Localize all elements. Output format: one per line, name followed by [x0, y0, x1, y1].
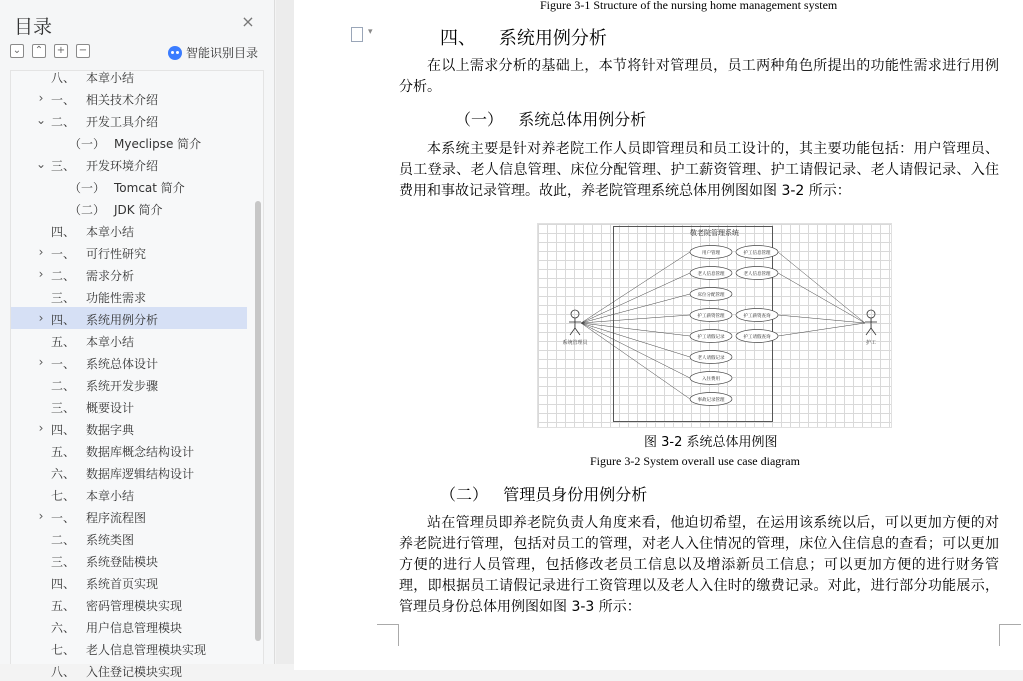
toc-item-label: 数据库逻辑结构设计: [86, 467, 195, 481]
toc-item-number: 六、: [51, 467, 76, 481]
toc-item[interactable]: [11, 373, 247, 395]
association-line: [778, 252, 865, 323]
toc-item-label: 入住登记模块实现: [86, 665, 183, 679]
toc-item-label: 系统开发步骤: [86, 379, 159, 393]
toc-item-number: 七、: [51, 489, 76, 503]
toc-item-number: 六、: [51, 621, 76, 635]
toc-item[interactable]: [11, 197, 247, 219]
paragraph-intro: 在以上需求分析的基础上，本节将针对管理员，员工两种角色所提出的功能性需求进行用例分析。: [399, 58, 999, 95]
association-line: [778, 273, 865, 323]
remove-entry-icon[interactable]: −: [76, 44, 90, 58]
association-line: [581, 323, 690, 357]
association-line: [581, 273, 690, 323]
toc-item-label: 开发环境介绍: [86, 159, 159, 173]
document-page: [294, 0, 1023, 670]
chevron-right-icon[interactable]: ›: [38, 421, 44, 435]
toc-item-number: 二、: [51, 533, 76, 547]
toc-item-label: 老人信息管理模块实现: [86, 643, 207, 657]
use-case-label: 护工薪资管理: [697, 314, 725, 319]
subsection-number: （二）: [440, 485, 489, 504]
association-line: [581, 323, 690, 336]
toc-item[interactable]: [11, 395, 247, 417]
toc-item-label: 系统用例分析: [86, 313, 159, 327]
toc-item-label: 密码管理模块实现: [86, 599, 183, 613]
toc-item-label: Tomcat 简介: [114, 181, 185, 195]
toc-item-label: 系统首页实现: [86, 577, 159, 591]
admin-actor-label: 系统管理员: [562, 340, 588, 346]
toc-item[interactable]: [11, 505, 247, 527]
use-case-label: 老人信息管理: [697, 272, 725, 277]
nurse-actor-head: [867, 310, 875, 318]
toc-item-number: 四、: [51, 225, 76, 239]
toc-item[interactable]: [11, 527, 247, 549]
use-case-label: 老人信息管理: [743, 272, 771, 277]
chevron-right-icon[interactable]: ›: [38, 245, 44, 259]
toc-item[interactable]: [11, 307, 247, 329]
paragraph-admin: 站在管理员即养老院负责人角度来看，他迫切希望，在运用该系统以后，可以更加方便的对养老院进行管理，包括对员工的管理，对老人入住情况的管理，床位入住信息的查看；可以更加方便的进行人员管理，包括修改老员工信息以及增添新员工信息；可以更加方便的进行财务管理，即根据员工请假记录进行工资管理以及老人入住时的缴费记录。对此，进行部分功能展示，管理员身份总体用例图如图 3-3 所示：: [399, 515, 999, 615]
toc-item[interactable]: [11, 593, 247, 615]
toc-item-label: 相关技术介绍: [86, 93, 159, 107]
subsection-number: （一）: [455, 110, 504, 129]
toc-item[interactable]: [11, 351, 247, 373]
chevron-right-icon[interactable]: ›: [38, 91, 44, 105]
toc-item-number: 八、: [51, 665, 76, 679]
toc-item[interactable]: [11, 659, 247, 681]
toc-item-label: 需求分析: [86, 269, 135, 283]
smart-toc-label: 智能识别目录: [186, 46, 259, 60]
toc-item[interactable]: [11, 285, 247, 307]
use-case-label: 事故记录管理: [697, 398, 725, 403]
use-case-label: 护工请假查询: [743, 335, 771, 340]
toc-item[interactable]: [11, 87, 247, 109]
toc-item-number: 七、: [51, 643, 76, 657]
toc-item-label: 本章小结: [86, 71, 135, 85]
toc-item[interactable]: [11, 131, 247, 153]
toc-item[interactable]: [11, 549, 247, 571]
toc-item-number: （一）: [69, 181, 106, 195]
toc-item-label: 数据库概念结构设计: [86, 445, 195, 459]
use-case-svg: [538, 224, 893, 429]
chevron-down-icon[interactable]: ⌄: [35, 157, 47, 171]
add-entry-icon[interactable]: +: [54, 44, 68, 58]
toc-item[interactable]: [11, 417, 247, 439]
toc-item-label: 可行性研究: [86, 247, 147, 261]
toc-item-number: 三、: [51, 555, 76, 569]
chevron-right-icon[interactable]: ›: [38, 311, 44, 325]
toc-item[interactable]: [11, 153, 247, 175]
toc-list: [11, 65, 247, 681]
toc-item-label: 概要设计: [86, 401, 135, 415]
toc-item[interactable]: [11, 329, 247, 351]
section-title: 系统用例分析: [498, 28, 607, 49]
toc-item-number: 四、: [51, 313, 76, 327]
diagram-title: 敬老院管理系统: [690, 229, 739, 237]
toc-item-label: 系统类图: [86, 533, 135, 547]
toc-item-label: 数据字典: [86, 423, 135, 437]
toc-item-label: Myeclipse 简介: [114, 137, 202, 151]
toc-item-number: 二、: [51, 269, 76, 283]
use-case-label: 护工薪资查询: [743, 314, 771, 319]
toc-item-number: 四、: [51, 423, 76, 437]
admin-actor-leg-right: [575, 328, 580, 335]
nurse-actor-leg-right: [871, 328, 876, 335]
nurse-actor-label: 护工: [865, 340, 877, 346]
association-line: [581, 323, 690, 378]
toc-item-number: 二、: [51, 115, 76, 129]
association-line: [778, 315, 865, 323]
figure-caption-cn: 图 3-2 系统总体用例图: [644, 435, 778, 450]
toc-item-number: 五、: [51, 599, 76, 613]
subsection-title: 管理员身份用例分析: [503, 485, 648, 504]
sidebar-title: 目录: [14, 16, 53, 38]
association-line: [581, 252, 690, 323]
toc-item[interactable]: [11, 483, 247, 505]
association-line: [581, 315, 690, 323]
toc-item-label: 功能性需求: [86, 291, 147, 305]
toc-item-label: 系统登陆模块: [86, 555, 159, 569]
toc-panel: [10, 70, 264, 679]
expand-all-icon[interactable]: ⌃: [32, 44, 46, 58]
chevron-right-icon[interactable]: ›: [38, 355, 44, 369]
toc-sidebar: [0, 0, 275, 679]
close-icon[interactable]: ×: [241, 12, 255, 31]
toc-item[interactable]: [11, 65, 247, 87]
toc-item-label: 用户信息管理模块: [86, 621, 183, 635]
toc-item[interactable]: [11, 241, 247, 263]
use-case-label: 护工请假记录: [697, 335, 725, 340]
use-case-diagram: [537, 223, 892, 428]
toc-item[interactable]: [11, 263, 247, 285]
toc-item[interactable]: [11, 461, 247, 483]
toc-item-label: JDK 简介: [114, 203, 163, 217]
toc-item-label: 系统总体设计: [86, 357, 159, 371]
section-number: 四、: [440, 28, 476, 49]
toc-item-number: 三、: [51, 401, 76, 415]
toc-item[interactable]: [11, 219, 247, 241]
toc-item-number: 三、: [51, 159, 76, 173]
toc-item-label: 开发工具介绍: [86, 115, 159, 129]
toc-item-label: 本章小结: [86, 489, 135, 503]
toc-item[interactable]: [11, 175, 247, 197]
page-corner-mark-right: [999, 624, 1021, 646]
smart-recognize-icon: [168, 46, 182, 60]
toc-item-label: 程序流程图: [86, 511, 147, 525]
use-case-label: 床位分配管理: [697, 293, 725, 298]
toc-item-label: 本章小结: [86, 225, 135, 239]
toc-item-number: 一、: [51, 247, 76, 261]
admin-actor-head: [571, 310, 579, 318]
toc-item[interactable]: [11, 571, 247, 593]
subsection-title: 系统总体用例分析: [518, 110, 647, 129]
chevron-right-icon[interactable]: ›: [38, 267, 44, 281]
figure-caption-top: Figure 3-1 Structure of the nursing home management system: [540, 0, 838, 12]
toc-item-number: 一、: [51, 357, 76, 371]
chevron-right-icon[interactable]: ›: [38, 509, 44, 523]
association-line: [581, 294, 690, 323]
toc-item-number: 五、: [51, 445, 76, 459]
toc-item[interactable]: [11, 109, 247, 131]
toc-item[interactable]: [11, 615, 247, 637]
toc-item-label: 本章小结: [86, 335, 135, 349]
nurse-actor-leg-left: [866, 328, 871, 335]
use-case-label: 护工信息管理: [743, 251, 771, 256]
toc-item[interactable]: [11, 439, 247, 461]
document-view[interactable]: [276, 0, 1023, 664]
toc-item-number: 一、: [51, 93, 76, 107]
toc-item-number: 八、: [51, 71, 76, 85]
use-case-label: 入住费用: [702, 377, 720, 382]
use-case-label: 老人请假记录: [697, 356, 725, 361]
subsection-heading-overall: [455, 107, 646, 130]
toc-item-number: （二）: [69, 203, 106, 217]
chevron-down-icon[interactable]: ⌄: [35, 113, 47, 127]
toc-scrollbar-thumb[interactable]: [255, 201, 261, 641]
page-corner-mark-left: [377, 624, 399, 646]
paragraph-overall: 本系统主要是针对养老院工作人员即管理员和员工设计的，其主要功能包括：用户管理员、员工登录、老人信息管理、床位分配管理、护工薪资管理、护工请假记录、老人请假记录、入住费用和事故记录管理。故此，养老院管理系统总体用例图如图 3-2 所示：: [399, 141, 999, 199]
association-line: [581, 323, 690, 399]
figure-caption-en: Figure 3-2 System overall use case diagram: [590, 454, 800, 468]
association-line: [778, 323, 865, 336]
toc-scrollbar[interactable]: [254, 71, 262, 665]
document-icon[interactable]: [351, 27, 363, 42]
collapse-all-icon[interactable]: ⌄: [10, 44, 24, 58]
toc-item-number: （一）: [69, 137, 106, 151]
toc-item-number: 二、: [51, 379, 76, 393]
use-case-label: 用户管理: [702, 251, 720, 256]
admin-actor-leg-left: [570, 328, 575, 335]
toc-item-number: 五、: [51, 335, 76, 349]
toc-item[interactable]: [11, 637, 247, 659]
toc-item-number: 四、: [51, 577, 76, 591]
toc-item-number: 三、: [51, 291, 76, 305]
section-heading: [440, 24, 607, 50]
toc-toolbar: [10, 44, 90, 60]
smart-toc-button[interactable]: [168, 44, 258, 61]
subsection-heading-admin: [440, 482, 647, 505]
toc-item-number: 一、: [51, 511, 76, 525]
